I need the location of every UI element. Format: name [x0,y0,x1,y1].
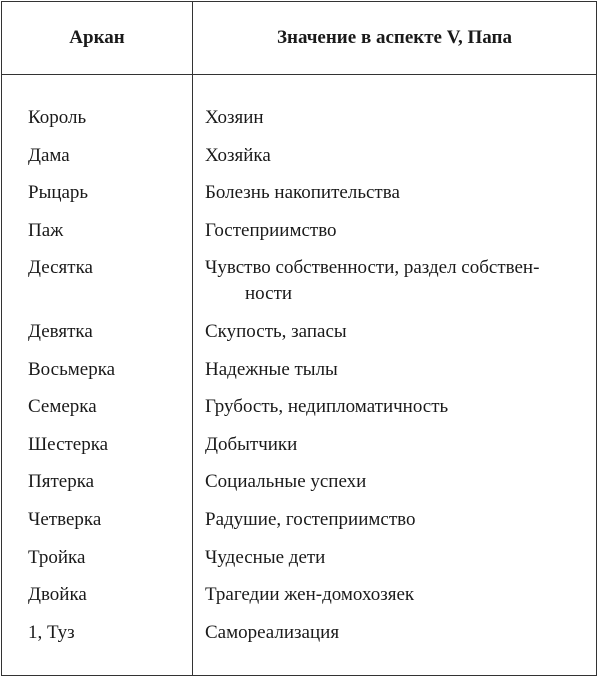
meaning-cell [205,180,595,206]
meaning-cell [205,469,595,495]
arcana-cell: Двойка [28,584,87,606]
table-row [2,180,596,206]
meaning-cell [205,507,595,533]
arcana-cell: 1, Туз [28,621,75,643]
meaning-cell [205,105,595,131]
header-meaning: Значение в аспекте V, Папа [277,27,512,48]
meaning-cell [205,255,595,307]
table-row [2,507,596,533]
meaning-line: Гостеприимство [205,219,337,241]
arcana-cell: Паж [28,219,64,241]
meaning-cell [205,545,595,571]
table-row [2,143,596,169]
meaning-line: Добытчики [205,433,298,455]
arcana-cell: Король [28,107,87,128]
meaning-line: ности [245,283,293,305]
meaning-cell [205,218,595,244]
arcana-cell: Дама [28,144,70,166]
table-body [2,105,596,657]
header-arcana: Аркан [69,27,125,48]
table-row [2,319,596,345]
arcana-cell: Семерка [28,396,97,418]
meaning-cell [205,394,595,420]
meaning-line: Надежные тылы [205,358,338,380]
meaning-line: Хозяйка [205,144,271,166]
table-row [2,394,596,420]
meaning-line: Болезнь накопительства [205,182,400,204]
meaning-line: Грубость, недипломатичность [205,396,449,418]
arcana-cell: Шестерка [28,433,109,455]
meaning-line: Трагедии жен-домохозяек [205,584,415,606]
arcana-cell: Тройка [28,546,86,568]
meaning-cell [205,319,595,345]
meaning-cell [205,143,595,169]
meaning-line: Социальные успехи [205,471,367,493]
header-rule [2,74,596,75]
meaning-cell [205,620,595,646]
table-row [2,105,596,131]
meaning-line: Хозяин [205,107,264,128]
table-row [2,620,596,646]
table-row [2,582,596,608]
arcana-cell: Восьмерка [28,358,116,380]
meaning-line: Скупость, запасы [205,320,347,342]
meaning-cell [205,582,595,608]
table-row [2,357,596,383]
meaning-line: Чувство собственности, раздел собствен- [205,257,540,279]
table-row [2,545,596,571]
arcana-cell: Рыцарь [28,182,89,204]
arcana-table [1,1,597,676]
table-row [2,255,596,307]
arcana-cell: Девятка [28,320,93,342]
table-row [2,432,596,458]
arcana-cell: Пятерка [28,471,95,493]
arcana-cell: Четверка [28,508,102,530]
arcana-cell: Десятка [28,257,93,279]
meaning-cell [205,357,595,383]
table-row [2,218,596,244]
meaning-line: Самореализация [205,621,340,643]
meaning-line: Радушие, гостеприимство [205,508,416,530]
meaning-cell [205,432,595,458]
meaning-line: Чудесные дети [205,546,326,568]
table-row [2,469,596,495]
